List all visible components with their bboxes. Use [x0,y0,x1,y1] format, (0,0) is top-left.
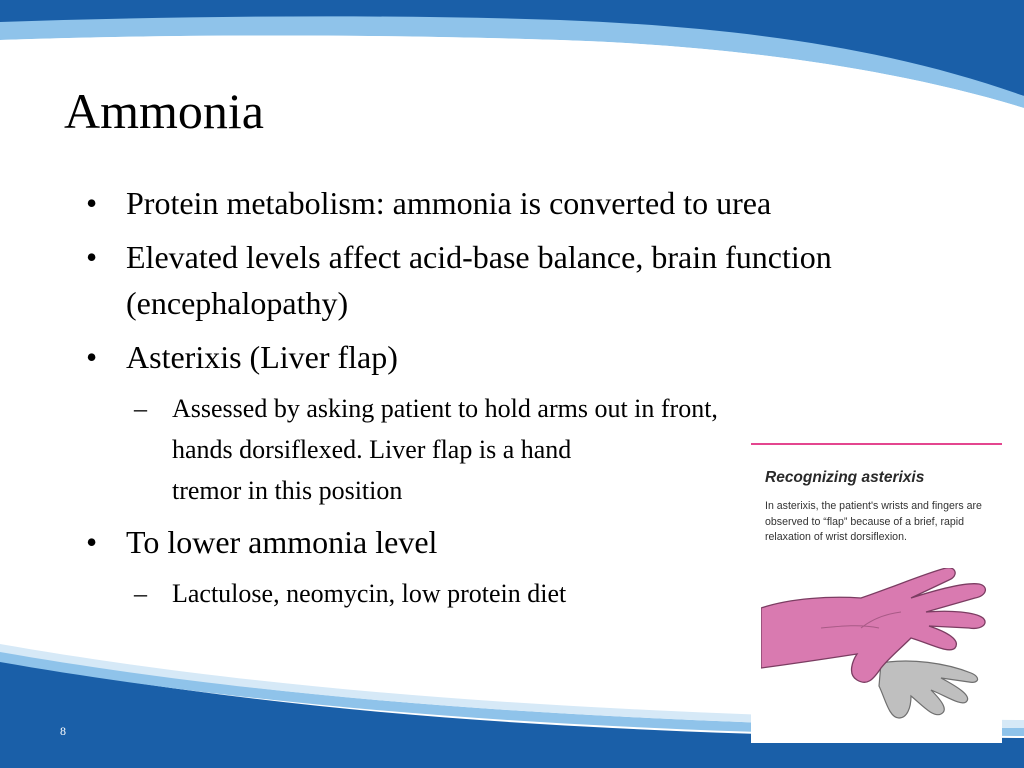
sub-bullet-text-line: Assessed by asking patient to hold arms out in front, hands dorsiflexed. Liver flap is a hand [172,394,718,464]
asterixis-figure [751,443,1002,743]
bullet-text: Protein metabolism: ammonia is converted to urea [126,185,772,221]
bullet-item [86,234,946,326]
hand-illustration [761,568,996,733]
bullet-text: To lower ammonia level [126,524,438,560]
bullet-text: Asterixis (Liver flap) [126,339,398,375]
sub-bullet-marker: – [134,579,147,608]
figure-title: Recognizing asterixis [765,469,925,486]
page-number: 8 [60,724,66,738]
bullet-marker: • [86,239,98,275]
bullet-text: Elevated levels affect acid-base balance, brain function (encephalopathy) [126,239,832,321]
figure-caption: In asterixis, the patient's wrists and fingers are observed to “flap” because of a brief, rapid relaxation of wrist dorsiflexion. [765,500,982,543]
bullet-item [86,180,946,226]
bullet-marker: • [86,185,98,221]
sub-bullet-text: Lactulose, neomycin, low protein diet [172,579,567,608]
figure-accent-rule [751,443,1002,445]
bullet-item [86,334,946,380]
bullet-marker: • [86,339,98,375]
slide-title: Ammonia [64,83,264,139]
sub-bullet-marker: – [134,394,147,423]
sub-bullet-text-line: tremor in this position [172,476,403,505]
bullet-marker: • [86,524,98,560]
